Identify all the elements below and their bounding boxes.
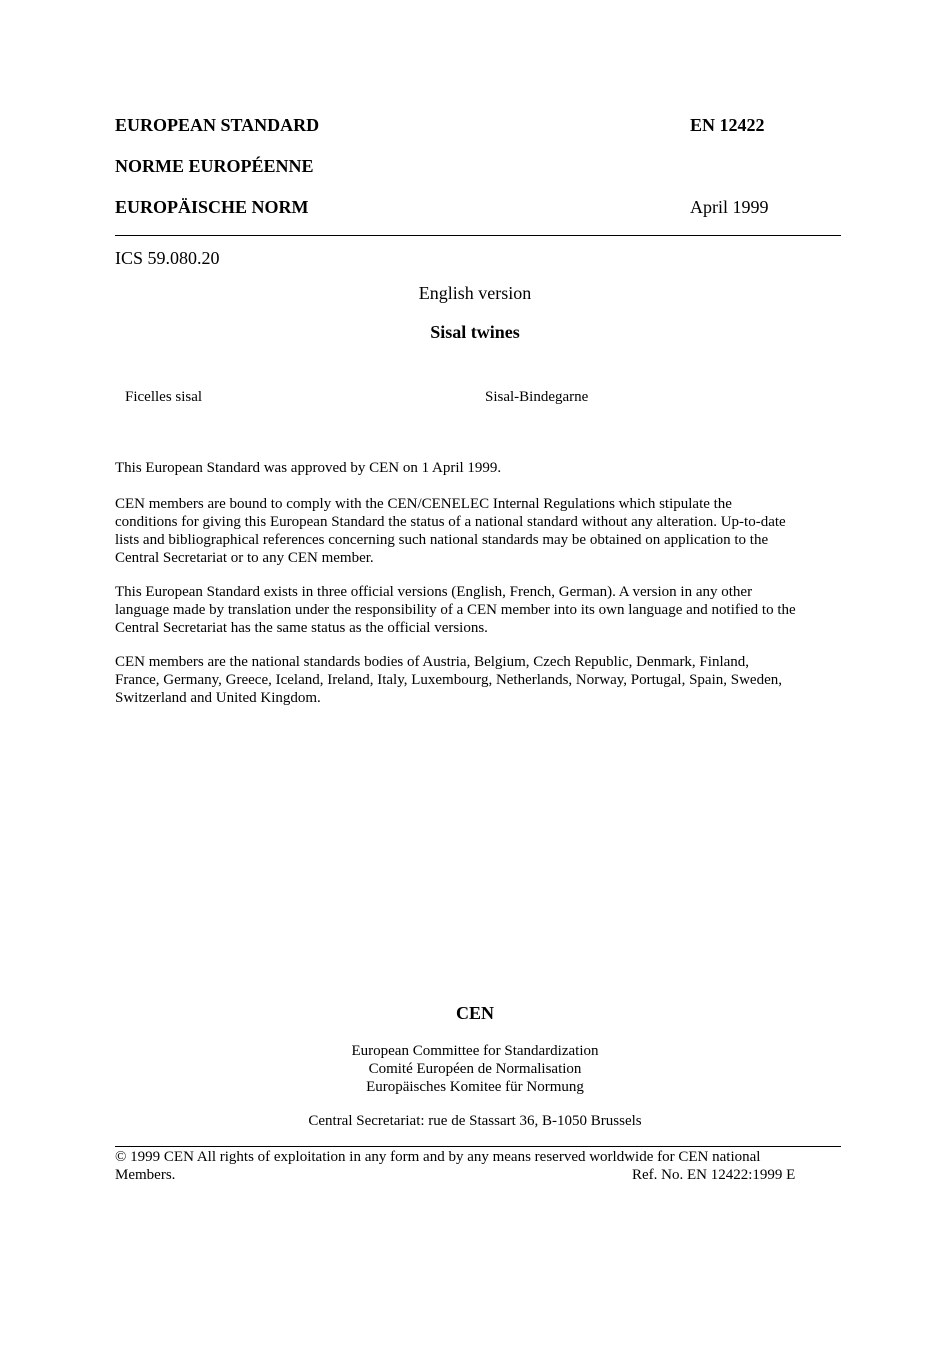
paragraph-line: CEN members are the national standards bodies of Austria, Belgium, Czech Republic, Denmark, Finland,: [115, 654, 750, 670]
paragraph-line: language made by translation under the responsibility of a CEN member into its own language and notified to the: [115, 602, 796, 618]
publication-date: April 1999: [690, 197, 769, 217]
members-paragraph: [115, 495, 841, 567]
standard-number: EN 12422: [690, 115, 765, 135]
title-german-translation: Sisal-Bindegarne: [485, 389, 589, 405]
title-german: EUROPÄISCHE NORM: [115, 197, 309, 217]
countries-paragraph: [115, 653, 841, 707]
paragraph-line: France, Germany, Greece, Iceland, Ireland, Italy, Luxembourg, Netherlands, Norway, Portugal, Spain, Sweden,: [115, 672, 782, 688]
document-title: Sisal twines: [430, 322, 520, 342]
cen-names: [0, 1042, 950, 1096]
title-english: EUROPEAN STANDARD: [115, 115, 320, 135]
paragraph-line: CEN members are bound to comply with the CEN/CENELEC Internal Regulations which stipulate the: [115, 496, 732, 512]
reference-number: Ref. No. EN 12422:1999 E: [632, 1167, 796, 1183]
ics-code: ICS 59.080.20: [115, 248, 220, 268]
cen-address: Central Secretariat: rue de Stassart 36, B-1050 Brussels: [308, 1113, 642, 1129]
paragraph-line: This European Standard exists in three official versions (English, French, German). A version in any other: [115, 584, 753, 600]
cen-acronym: CEN: [455, 1003, 494, 1023]
paragraph-line: Central Secretariat or to any CEN member.: [115, 550, 374, 566]
cen-name-german: Europäisches Komitee für Normung: [366, 1079, 584, 1095]
title-french: NORME EUROPÉENNE: [115, 156, 314, 176]
footer-divider: [115, 1146, 841, 1147]
header-divider: [115, 235, 841, 236]
cen-name-french: Comité Européen de Normalisation: [368, 1061, 582, 1077]
paragraph-line: lists and bibliographical references concerning such national standards may be obtained on application to the: [115, 532, 769, 548]
copyright-line-1: © 1999 CEN All rights of exploitation in any form and by any means reserved worldwide for CEN national: [115, 1149, 761, 1165]
copyright-line-2: Members.: [115, 1167, 176, 1183]
paragraph-line: conditions for giving this European Standard the status of a national standard without any alteration. Up-to-date: [115, 514, 786, 530]
approval-paragraph: [115, 459, 841, 477]
paragraph-line: Central Secretariat has the same status as the official versions.: [115, 620, 488, 636]
approval-text: This European Standard was approved by CEN on 1 April 1999.: [115, 460, 502, 476]
title-french-translation: Ficelles sisal: [125, 389, 203, 405]
versions-paragraph: [115, 583, 841, 637]
cen-name-english: European Committee for Standardization: [351, 1043, 599, 1059]
version-label: English version: [418, 283, 532, 303]
paragraph-line: Switzerland and United Kingdom.: [115, 690, 321, 706]
